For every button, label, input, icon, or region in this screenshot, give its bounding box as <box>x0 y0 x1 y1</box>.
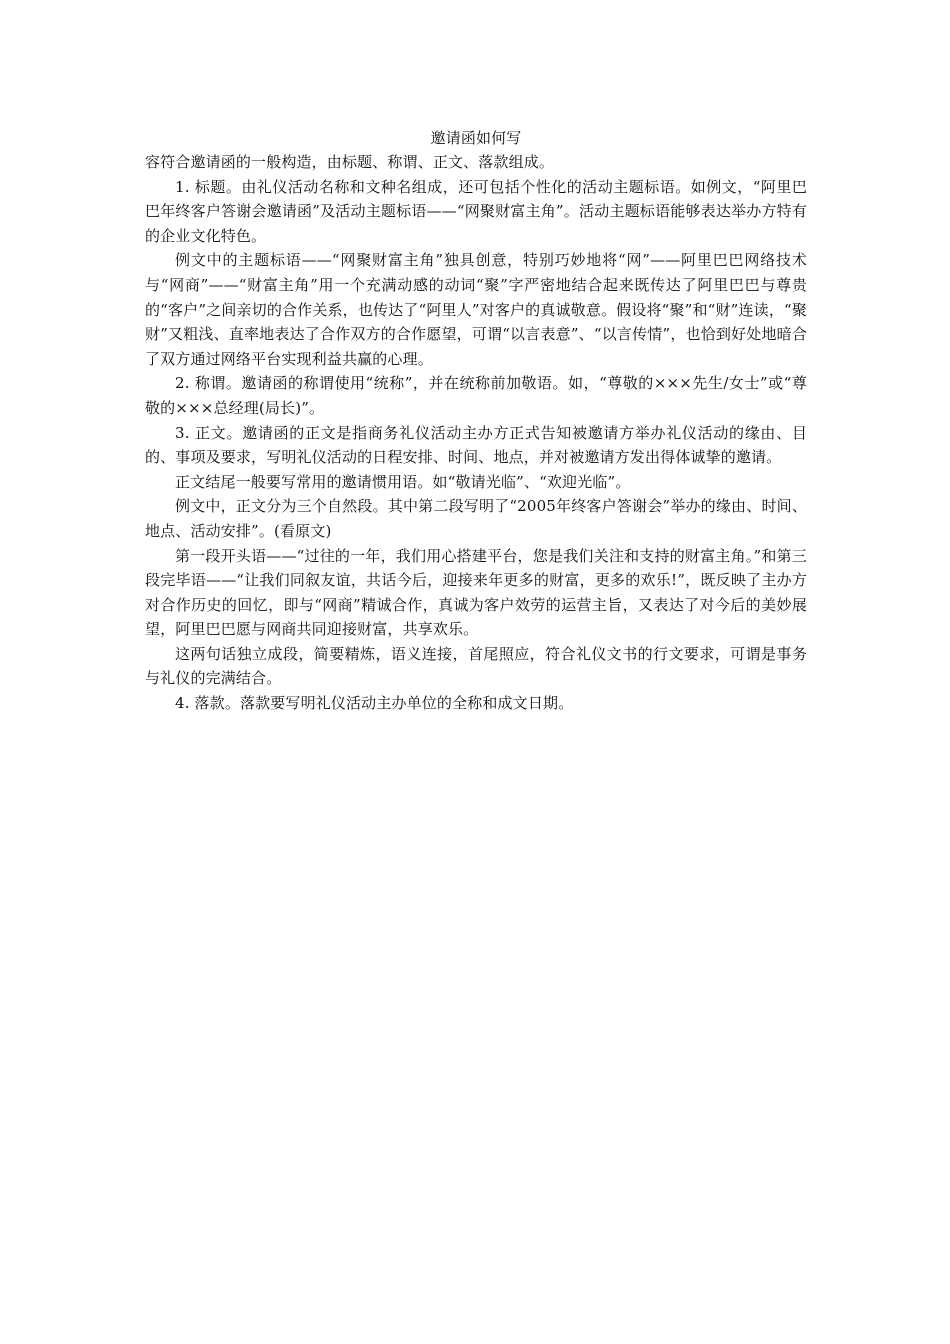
paragraph-closing-phrases: 正文结尾一般要写常用的邀请惯用语。如“敬请光临”、“欢迎光临”。 <box>175 472 631 491</box>
paragraph-signature-section: 4. 落款。落款要写明礼仪活动主办单位的全称和成文日期。 <box>175 694 574 713</box>
paragraph-salutation-section: 2. 称谓。邀请函的称谓使用“统称”，并在统称前加敬语。如，“尊敬的×××先生/女士”或“尊敬的×××总经理(局长)”。 <box>145 374 807 417</box>
paragraph-example-structure: 例文中，正文分为三个自然段。其中第二段写明了“2005年终客户答谢会”举办的缘由、时间、地点、活动安排”。(看原文) <box>145 497 807 540</box>
paragraph-body-section: 3. 正文。邀请函的正文是指商务礼仪活动主办方正式告知被邀请方举办礼仪活动的缘由、目的、事项及要求，写明礼仪活动的日程安排、时间、地点，并对被邀请方发出得体诚挚的邀请。 <box>145 423 807 467</box>
document-body <box>145 126 807 716</box>
paragraph-intro: 容符合邀请函的一般构造，由标题、称谓、正文、落款组成。 <box>145 153 555 171</box>
paragraph-opening-closing-analysis: 第一段开头语——“过往的一年，我们用心搭建平台，您是我们关注和支持的财富主角。”和第三段完毕语——“让我们同叙友谊，共话今后，迎接来年更多的财富，更多的欢乐!”，既反映了主办方对合作历史的回忆，即与“网商”精诚合作，真诚为客户效劳的运营主旨，又表达了对今后的美妙展望，阿里巴巴愿与网商共同迎接财富，共享欢乐。 <box>145 546 807 639</box>
paragraph-title-section: 1. 标题。由礼仪活动名称和文种名组成，还可包括个性化的活动主题标语。如例文，“阿里巴巴年终客户答谢会邀请函”及活动主题标语——“网聚财富主角”。活动主题标语能够表达举办方特有的企业文化特色。 <box>145 177 807 245</box>
document-title: 邀请函如何写 <box>430 129 522 147</box>
paragraph-slogan-analysis: 例文中的主题标语——“网聚财富主角”独具创意，特别巧妙地将“网”——阿里巴巴网络技术与“网商”——“财富主角”用一个充满动感的动词“聚”字严密地结合起来既传达了阿里巴巴与尊贵的“客户”之间亲切的合作关系，也传达了“阿里人”对客户的真诚敬意。假设将“聚”和“财”连读，“聚财”又粗浅、直率地表达了合作双方的合作愿望，可谓“以言表意”、“以言传情”，也恰到好处地暗合了双方通过网络平台实现利益共赢的心理。 <box>145 251 807 368</box>
paragraph-summary: 这两句话独立成段，简要精炼，语义连接，首尾照应，符合礼仪文书的行文要求，可谓是事务与礼仪的完满结合。 <box>145 644 807 688</box>
